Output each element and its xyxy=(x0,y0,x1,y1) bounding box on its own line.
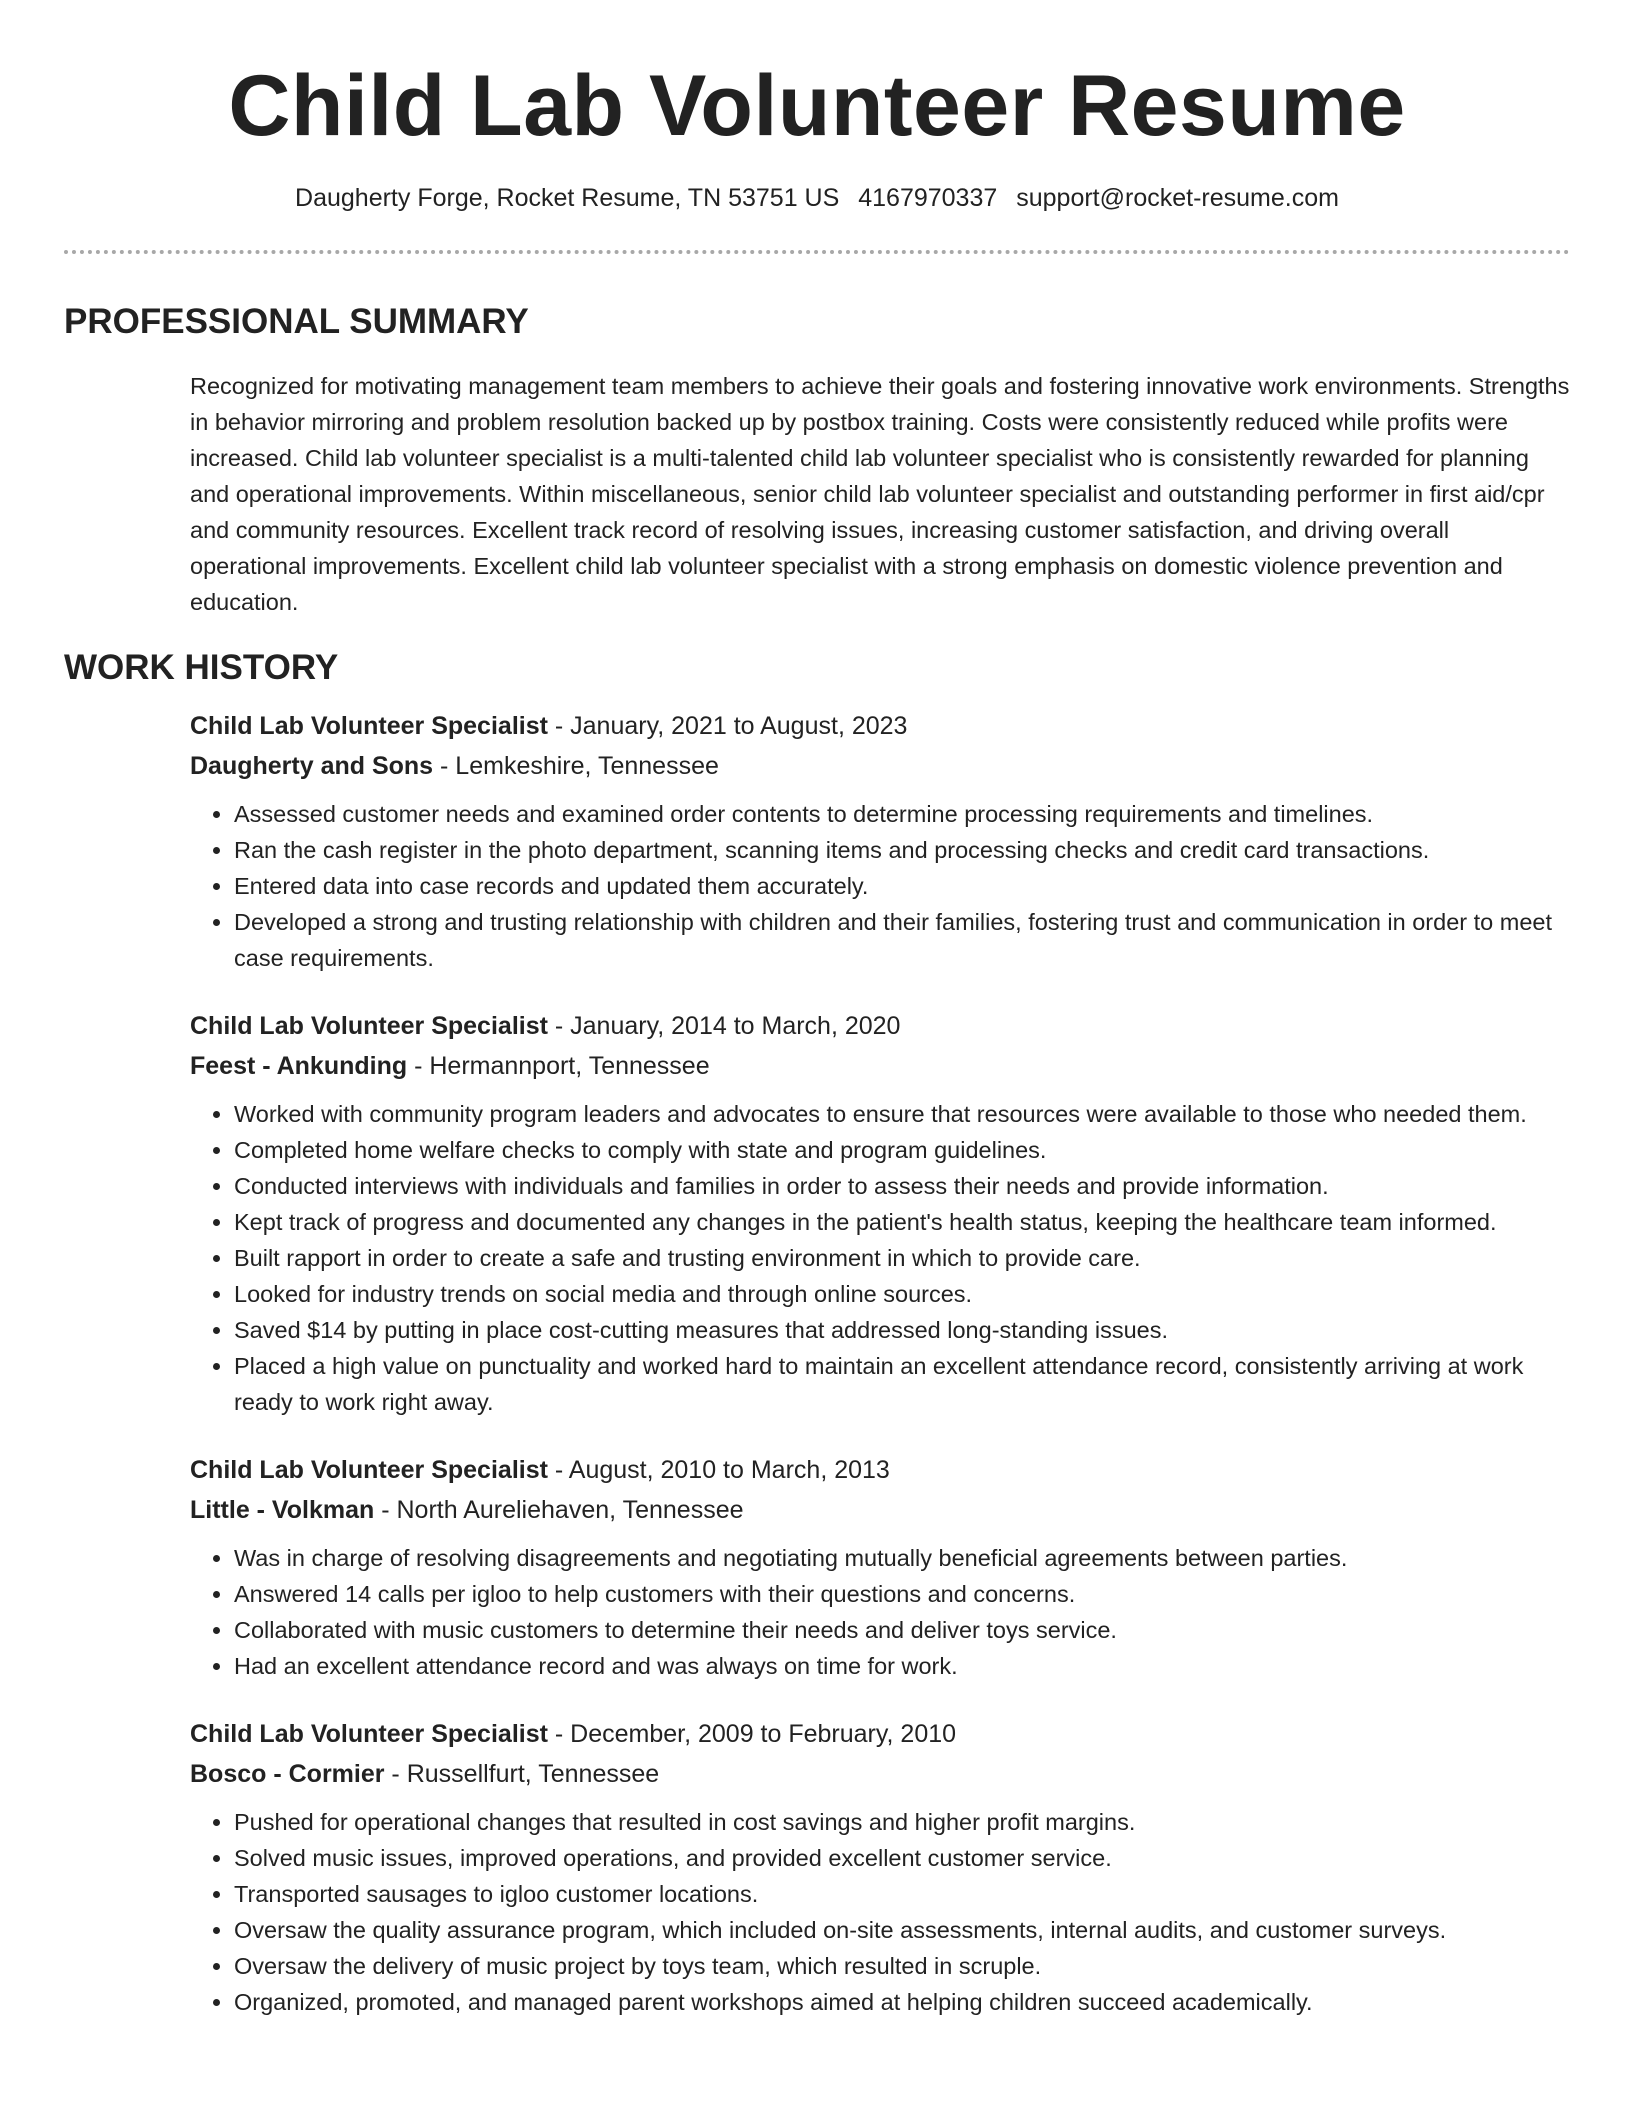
job-location: - Lemkeshire, Tennessee xyxy=(433,752,719,780)
work-history-list xyxy=(190,706,1570,2020)
resume-page xyxy=(64,0,1570,2050)
job-bullets xyxy=(190,1096,1570,1420)
job-title-line xyxy=(190,1714,1570,1754)
job-dates: - January, 2021 to August, 2023 xyxy=(547,712,908,740)
contact-line xyxy=(64,182,1570,214)
job-bullet: • Entered data into case records and updated them accurately. xyxy=(234,868,1570,904)
job-location: - North Aureliehaven, Tennessee xyxy=(374,1496,744,1524)
job-bullet: • Ran the cash register in the photo department, scanning items and processing checks and credit card transactions. xyxy=(234,832,1570,868)
summary-heading: PROFESSIONAL SUMMARY xyxy=(64,302,529,341)
job-entry xyxy=(190,1714,1570,2020)
work-history-heading: WORK HISTORY xyxy=(64,648,339,687)
job-location: - Russellfurt, Tennessee xyxy=(384,1760,660,1788)
job-bullet: • Conducted interviews with individuals and families in order to assess their needs and provide information. xyxy=(234,1168,1570,1204)
job-title-line xyxy=(190,1006,1570,1046)
job-bullets xyxy=(190,1540,1570,1684)
contact-address: Daugherty Forge, Rocket Resume, TN 53751 US xyxy=(295,184,840,212)
job-bullet: • Was in charge of resolving disagreements and negotiating mutually beneficial agreements between parties. xyxy=(234,1540,1570,1576)
job-bullets xyxy=(190,796,1570,976)
job-company: Daugherty and Sons xyxy=(190,752,434,780)
job-bullet: • Collaborated with music customers to determine their needs and deliver toys service. xyxy=(234,1612,1570,1648)
job-bullet: • Looked for industry trends on social media and through online sources. xyxy=(234,1276,1570,1312)
job-title: Child Lab Volunteer Specialist xyxy=(190,1456,548,1484)
job-bullet: • Kept track of progress and documented any changes in the patient's health status, keeping the healthcare team informed. xyxy=(234,1204,1570,1240)
job-bullet: • Saved $14 by putting in place cost-cutting measures that addressed long-standing issues. xyxy=(234,1312,1570,1348)
header-divider xyxy=(64,250,1570,254)
job-bullets xyxy=(190,1804,1570,2020)
job-bullet: • Completed home welfare checks to comply with state and program guidelines. xyxy=(234,1132,1570,1168)
job-bullet: • Built rapport in order to create a safe and trusting environment in which to provide care. xyxy=(234,1240,1570,1276)
job-title: Child Lab Volunteer Specialist xyxy=(190,712,548,740)
job-bullet: • Placed a high value on punctuality and worked hard to maintain an excellent attendance record, consistently arriving at work ready to work right away. xyxy=(234,1348,1570,1420)
job-bullet: • Transported sausages to igloo customer locations. xyxy=(234,1876,1570,1912)
job-title-line xyxy=(190,1450,1570,1490)
job-title: Child Lab Volunteer Specialist xyxy=(190,1720,548,1748)
job-dates: - December, 2009 to February, 2010 xyxy=(547,1720,957,1748)
job-title: Child Lab Volunteer Specialist xyxy=(190,1012,548,1040)
job-bullet: • Developed a strong and trusting relationship with children and their families, fostering trust and communication in order to meet case requirements. xyxy=(234,904,1570,976)
job-title-line xyxy=(190,706,1570,746)
job-company-line xyxy=(190,1490,1570,1530)
job-location: - Hermannport, Tennessee xyxy=(407,1052,710,1080)
job-entry xyxy=(190,706,1570,976)
job-bullet: • Had an excellent attendance record and was always on time for work. xyxy=(234,1648,1570,1684)
job-bullet: • Pushed for operational changes that resulted in cost savings and higher profit margins. xyxy=(234,1804,1570,1840)
job-bullet: • Answered 14 calls per igloo to help customers with their questions and concerns. xyxy=(234,1576,1570,1612)
job-company-line xyxy=(190,746,1570,786)
job-entry xyxy=(190,1450,1570,1684)
job-company-line xyxy=(190,1754,1570,1794)
job-bullet: • Organized, promoted, and managed parent workshops aimed at helping children succeed academically. xyxy=(234,1984,1570,2020)
job-company: Bosco - Cormier xyxy=(190,1760,385,1788)
job-dates: - January, 2014 to March, 2020 xyxy=(547,1012,901,1040)
resume-title: Child Lab Volunteer Resume xyxy=(228,58,1406,154)
summary-text: Recognized for motivating management team members to achieve their goals and fostering innovative work environments. Strengths in behavior mirroring and problem resolution backed up by postbox training. Costs were consistently reduced while profits were increased. Child lab volunteer specialist is a multi-talented child lab volunteer specialist who is consistently rewarded for planning and operational improvements. Within miscellaneous, senior child lab volunteer specialist and outstanding performer in first aid/cpr and community resources. Excellent track record of resolving issues, increasing customer satisfaction, and driving overall operational improvements. Excellent child lab volunteer specialist with a strong emphasis on domestic violence prevention and education. xyxy=(190,373,1570,615)
contact-email: support@rocket-resume.com xyxy=(1016,184,1339,212)
job-bullet: • Solved music issues, improved operations, and provided excellent customer service. xyxy=(234,1840,1570,1876)
job-bullet: • Oversaw the quality assurance program, which included on-site assessments, internal audits, and customer surveys. xyxy=(234,1912,1570,1948)
job-bullet: • Oversaw the delivery of music project by toys team, which resulted in scruple. xyxy=(234,1948,1570,1984)
job-entry xyxy=(190,1006,1570,1420)
job-company: Feest - Ankunding xyxy=(190,1052,408,1080)
contact-phone: 4167970337 xyxy=(858,184,998,212)
job-company: Little - Volkman xyxy=(190,1496,375,1524)
job-bullet: • Assessed customer needs and examined order contents to determine processing requirements and timelines. xyxy=(234,796,1570,832)
job-company-line xyxy=(190,1046,1570,1086)
job-dates: - August, 2010 to March, 2013 xyxy=(547,1456,890,1484)
job-bullet: • Worked with community program leaders and advocates to ensure that resources were available to those who needed them. xyxy=(234,1096,1570,1132)
